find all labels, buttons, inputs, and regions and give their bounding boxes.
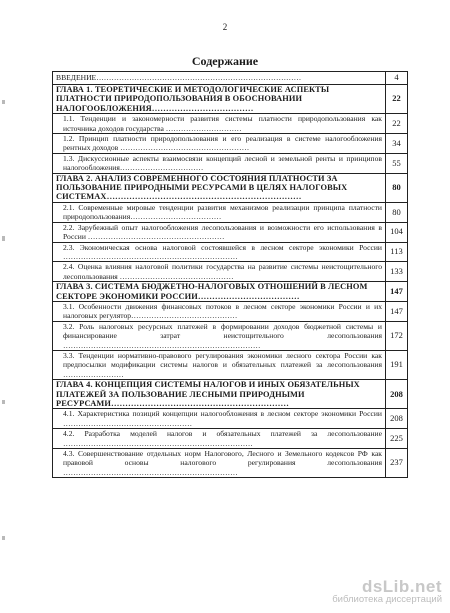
toc-row [53, 301, 408, 321]
toc-page-number: 147 [386, 282, 408, 302]
toc-row [53, 380, 408, 409]
toc-row [53, 222, 408, 242]
toc-section-title: 1.3. Дискуссионные аспекты взаимосвязи концепций лесной и земельной ренты и принципов налогообложения…………………………… [53, 153, 386, 173]
toc-page-number: 80 [386, 173, 408, 202]
toc-page-number: 191 [386, 350, 408, 379]
toc-chapter-title: ГЛАВА 2. АНАЛИЗ СОВРЕМЕННОГО СОСТОЯНИЯ ПЛАТНОСТИ ЗА ПОЛЬЗОВАНИЕ ПРИРОДНЫМИ РЕСУРСАМИ В ЦЕЛЯХ НАЛОГОВЫХ СИСТЕМАХ…………………………………………………………… [53, 173, 386, 202]
toc-intro-title: ВВЕДЕНИЕ……………………………………………………………………… [53, 72, 386, 85]
toc-section-title: 2.3. Экономическая основа налоговой состоявшейся в лесном секторе экономики России …………………………………………………………… [53, 242, 386, 262]
toc-section-title: 3.1. Особенности движения финансовых потоков в лесном секторе экономики России и их налоговых регулятор…………………………………… [53, 301, 386, 321]
toc-section-title: 1.2. Принцип платности природопользования и его реализация в системе налогообложения рентных доходов …………………………………………… [53, 134, 386, 154]
toc-row [53, 134, 408, 154]
scan-edge-mark [2, 100, 5, 104]
toc-section-title: 2.1. Современные мировые тенденции развития механизмов реализации принципа платности природопользования……………………………… [53, 202, 386, 222]
toc-section-title: 4.1. Характеристика позиций концепции налогообложения в лесном секторе экономики России …………………………………………… [53, 409, 386, 429]
toc-page-number: 225 [386, 429, 408, 449]
toc-section-title: 4.2. Разработка моделей налогов и обязательных платежей за лесопользование ………………………………………………………………… [53, 429, 386, 449]
page-number: 2 [222, 22, 228, 32]
toc-row [53, 72, 408, 85]
toc-section-title: 3.2. Роль налоговых ресурсных платежей в формировании доходов бюджетной системы и финансирование затрат неистощительного лесопользования …………………………………………………………………… [53, 321, 386, 350]
toc-row [53, 114, 408, 134]
toc-page-number: 104 [386, 222, 408, 242]
watermark [332, 577, 442, 605]
toc-section-title: 2.4. Оценка влияния налоговой политики государства на развитие системы неистощительного лесопользования ……………………………………… [53, 262, 386, 282]
toc-heading: Содержание [191, 54, 259, 68]
toc-row [53, 350, 408, 379]
toc-section-title: 3.3. Тенденции нормативно-правового регулирования экономики лесного сектора России как предпосылки модификации системы налогов и обязательных платежей за лесопользования …………………… [53, 350, 386, 379]
watermark-logo: dsLib.net [361, 577, 442, 596]
toc-page-number: 22 [386, 85, 408, 114]
scan-edge-mark [2, 536, 5, 540]
toc-page-number: 147 [386, 301, 408, 321]
toc-chapter-title: ГЛАВА 1. ТЕОРЕТИЧЕСКИЕ И МЕТОДОЛОГИЧЕСКИЕ АСПЕКТЫ ПЛАТНОСТИ ПРИРОДОПОЛЬЗОВАНИЯ В ОБОСНОВАНИИ НАЛОГООБЛОЖЕНИЯ……………………………… [53, 85, 386, 114]
scan-edge-mark [2, 400, 5, 404]
toc-page-number: 22 [386, 114, 408, 134]
toc-page-number: 172 [386, 321, 408, 350]
toc-page-number: 208 [386, 380, 408, 409]
table-of-contents [52, 71, 408, 478]
toc-section-title: 2.2. Зарубежный опыт налогообложения лесопользования и возможности его использования в России ……………………………………………… [53, 222, 386, 242]
toc-page-number: 80 [386, 202, 408, 222]
toc-row [53, 409, 408, 429]
toc-row [53, 282, 408, 302]
toc-row [53, 173, 408, 202]
toc-row [53, 242, 408, 262]
toc-row [53, 202, 408, 222]
toc-row [53, 449, 408, 478]
toc-chapter-title: ГЛАВА 3. СИСТЕМА БЮДЖЕТНО-НАЛОГОВЫХ ОТНОШЕНИЙ В ЛЕСНОМ СЕКТОРЕ ЭКОНОМИКИ РОССИИ……………………………… [53, 282, 386, 302]
toc-page-number: 237 [386, 449, 408, 478]
toc-section-title: 4.3. Совершенствование отдельных норм Налогового, Лесного и Земельного кодексов РФ как правовой основы налогового регулирования лесопользования …………………………………………………………… [53, 449, 386, 478]
toc-page-number: 208 [386, 409, 408, 429]
toc-page-number: 34 [386, 134, 408, 154]
toc-page-number: 113 [386, 242, 408, 262]
scan-edge-mark [2, 236, 5, 241]
toc-page-number: 55 [386, 153, 408, 173]
toc-row [53, 85, 408, 114]
toc-row [53, 153, 408, 173]
toc-row [53, 429, 408, 449]
toc-page-number: 133 [386, 262, 408, 282]
toc-row [53, 321, 408, 350]
toc-row [53, 262, 408, 282]
toc-chapter-title: ГЛАВА 4. КОНЦЕПЦИЯ СИСТЕМЫ НАЛОГОВ И ИНЫХ ОБЯЗАТЕЛЬНЫХ ПЛАТЕЖЕЙ ЗА ПОЛЬЗОВАНИЕ ЛЕСНЫМИ ПРИРОДНЫМИ РЕСУРСАМИ……………………………………………………… [53, 380, 386, 409]
toc-section-title: 1.1. Тенденции и закономерности развития системы платности природопользования как источника доходов государства ………………………… [53, 114, 386, 134]
watermark-subtitle: библиотека диссертаций [332, 594, 442, 605]
toc-page-number: 4 [386, 72, 408, 85]
